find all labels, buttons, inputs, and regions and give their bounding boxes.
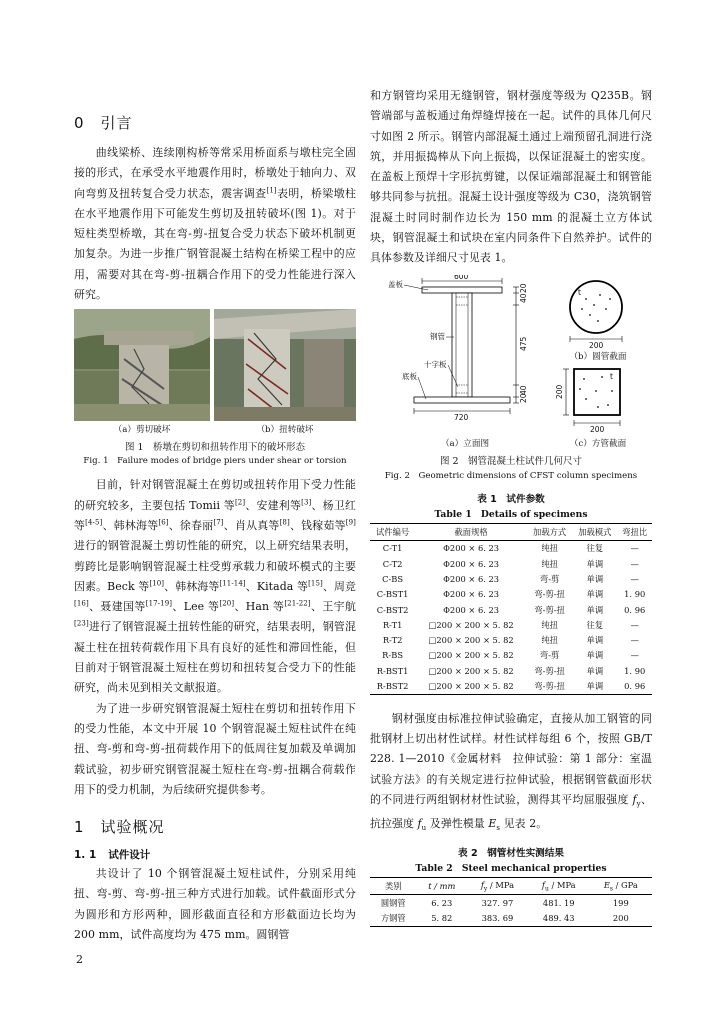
table-row: C-BST1 Φ200 × 6. 23 弯-剪-扭 单调 1. 90 [376, 589, 646, 600]
dim-40-top: 40 [519, 293, 528, 303]
intro-paragraph-3: 为了进一步研究钢管混凝土短柱在剪切和扭转作用下的受力性能，本文中开展 10 个钢管混凝土短柱试件在纯扭、弯-剪和弯-剪-扭荷载作用下的低周往复加载及单调加载试验，初步研究钢管混凝土短柱在弯-剪-扭耦合荷载作用下的受力机制，为后续研究提供参考。 [74, 701, 356, 796]
fig2-sub-caption-b: （b）圆管截面 [569, 351, 627, 362]
dim-720: 720 [454, 412, 469, 422]
section1-paragraph-1: 共设计了 10 个钢管混凝土短柱试件，分别采用纯扭、弯-剪、弯-剪-扭三种方式进行加载。试件截面形式分为圆形和方形两种，圆形截面直径和方形截面边长均为 200 mm，试件高度均为 475 mm。圆钢管 [74, 867, 356, 942]
page-number: 2 [76, 953, 83, 966]
right-paragraph-1: 和方钢管均采用无缝钢管，钢材强度等级为 Q235B。钢管端部与盖板通过角焊缝焊接在一起。试件的具体几何尺寸如图 2 所示。钢管内部混凝土通过上端预留孔洞进行浇筑，并用振捣棒从下向上振捣，以保证混凝土的密实度。在盖板上预焊十字形抗剪键，以保证端部混凝土和钢管能够共同参与抗扭。混凝土设计强度等级为 C30，浇筑钢管混凝土时同时制作边长为 150 mm 的混凝土立方体试块，钢管混凝土和试块在室内同条件下自然养护。试件的具体参数及详细尺寸见表 1。 [370, 89, 652, 265]
square-section [555, 369, 620, 434]
table2-caption-cn: 表 2 钢管材性实测结果 [458, 847, 564, 859]
fig2-caption-cn: 图 2 钢管混凝土柱试件几何尺寸 [439, 455, 583, 467]
table2-caption-en: Table 2 Steel mechanical properties [415, 862, 607, 874]
col-header: 加载模式 [572, 523, 617, 540]
col-header: $E_s$ / GPa [590, 877, 652, 895]
table-row: 方钢管 5. 82 383. 69 489. 43 200 [370, 911, 652, 927]
photo-shear-failure [74, 309, 210, 421]
col-header: 类别 [370, 877, 417, 895]
table1-caption-en: Table 1 Details of specimens [434, 508, 588, 520]
col-header: 加载方式 [527, 523, 572, 540]
label-tube: 钢管 [430, 331, 445, 341]
dim-20-top: 20 [519, 283, 528, 293]
col-header: 弯扭比 [617, 523, 652, 540]
right-paragraph-2: 钢材强度由标准拉伸试验确定，直接从加工钢管的同批钢材上切出材性试样。材性试样每组 6 个，按照 GB/T 228. 1—2010《金属材料 拉伸试验：第 1 部分：室温试验方法》的有关规定进行拉伸试验，根据钢管截面形状的不同进行两组钢材材性试验，测得其平均屈服强度 $f_y$、抗拉强度 $f_u$ 及弹性模量 $E_s$ 见表 2。 [370, 711, 652, 833]
dim-200-circle: 200 [589, 340, 604, 350]
left-column [74, 90, 356, 945]
label-top-plate: 盖板 [388, 279, 403, 289]
dim-200-square-height: 200 [555, 384, 564, 399]
col-header: t / mm [417, 877, 467, 895]
table-row: C-BS Φ200 × 6. 23 弯-剪 单调 — [382, 573, 639, 584]
elevation-view [388, 275, 528, 422]
table-row: C-T1 Φ200 × 6. 23 纯扭 往复 — [382, 543, 639, 554]
circular-section [570, 281, 622, 350]
dim-20-bottom: 20 [519, 393, 528, 403]
fig2-sub-caption-a: （a）立面图 [440, 438, 490, 449]
section-heading-1 [74, 816, 356, 837]
table-header-row [370, 523, 652, 540]
section-title: 引言 [100, 114, 133, 132]
fig2-caption-en: Fig. 2 Geometric dimensions of CFST column specimens [384, 470, 638, 481]
col-header: $f_y$ / MPa [467, 877, 528, 895]
dim-600: 600 [454, 274, 469, 281]
right-column [370, 86, 652, 927]
dim-200-square-width: 200 [590, 424, 605, 434]
table-row: R-T2 □200 × 200 × 5. 82 纯扭 单调 — [382, 635, 639, 646]
citation: [1] [266, 185, 277, 194]
table-row: R-BST2 □200 × 200 × 5. 82 弯-剪-扭 单调 0. 96 [370, 678, 652, 694]
col-header: 截面规格 [415, 523, 527, 540]
label-cross-plate: 十字板 [424, 359, 447, 369]
intro-paragraph-1: 曲线梁桥、连续刚构桥等常采用桥面系与墩柱完全固接的形式，在承受水平地震作用时，桥墩处于轴向力、双向弯剪及扭转复合受力状态，震害调查[1]表明，桥梁墩柱在水平地震作用下可能发生剪切及扭转破坏(图 1)。对于短柱类型桥墩，其在弯-剪-扭复合受力状态下破坏机制更加复杂。为进一步推广钢管混凝土结构在桥梁工程中的应用，需要对其在弯-剪-扭耦合作用下的受力性能进行深入研究。 [74, 146, 357, 302]
fig1-caption-cn: 图 1 桥墩在剪切和扭转作用下的破坏形态 [124, 442, 306, 454]
col-header: $f_u$ / MPa [528, 877, 590, 895]
intro-paragraph-2: 目前，针对钢管混凝土在剪切或扭转作用下受力性能的研究较多，主要包括 Tomii 等[2]、安建利等[3]、杨卫红等[4-5]、韩林海等[6]、徐春丽[7]、肖从真等[8]、钱稼茹等[9]进行的钢管混凝土剪切性能的研究，以上研究结果表明，剪跨比是影响钢管混凝土柱受剪承载力和破坏模式的主要因素。Beck 等[10]、韩林海等[11-14]、Kitada 等[15]、周竞[16]、聂建国等[17-19]、Lee 等[20]、Han 等[21-22]、王宇航[23]进行了钢管混凝土扭转性能的研究，结果表明，钢管混凝土柱在扭转荷载作用下具有良好的延性和滞回性能，但目前对于钢管混凝土短柱在剪切和扭转复合受力下的性能研究，尚未见到相关文献报道。 [74, 478, 356, 695]
table-row: R-BST1 □200 × 200 × 5. 82 弯-剪-扭 单调 1. 90 [376, 665, 646, 676]
section-heading-intro [74, 112, 356, 133]
section-number: 1 [74, 818, 85, 837]
section-title: 试验概况 [100, 818, 165, 837]
table-row: R-T1 □200 × 200 × 5. 82 纯扭 往复 — [382, 619, 639, 630]
figure-2 [370, 275, 652, 481]
fig1-sub-caption-a: （a）剪切破坏 [113, 425, 171, 436]
subsection-heading-1-1: 1. 1 试件设计 [74, 849, 151, 862]
dim-475: 475 [519, 336, 528, 351]
fig1-caption-en: Fig. 1 Failure modes of bridge piers under shear or torsion [83, 456, 347, 467]
table-header-row [370, 877, 652, 895]
table-row: 圆钢管 6. 23 327. 97 481. 19 199 [380, 898, 629, 909]
thickness-label-circle: t [578, 287, 581, 297]
table-2-steel-properties [370, 877, 652, 927]
thickness-label-square: t [610, 371, 613, 381]
table-row: C-BST2 Φ200 × 6. 23 弯-剪-扭 单调 0. 96 [376, 604, 646, 615]
table-row: R-BS □200 × 200 × 5. 82 弯-剪 单调 — [382, 650, 639, 661]
fig2-sub-caption-c: （c）方管截面 [569, 438, 627, 449]
col-header: 试件编号 [370, 523, 415, 540]
label-bottom-plate: 底板 [402, 371, 417, 381]
figure-1 [74, 309, 356, 467]
table1-caption-cn: 表 1 试件参数 [477, 493, 545, 505]
dim-40-bottom: 40 [519, 385, 528, 395]
photo-torsion-failure [214, 309, 356, 421]
section-number: 0 [74, 114, 85, 132]
table-row: C-T2 Φ200 × 6. 23 纯扭 单调 — [382, 558, 639, 569]
table-1-specimens [370, 523, 652, 695]
fig1-sub-caption-b: （b）扭转破坏 [256, 425, 314, 436]
